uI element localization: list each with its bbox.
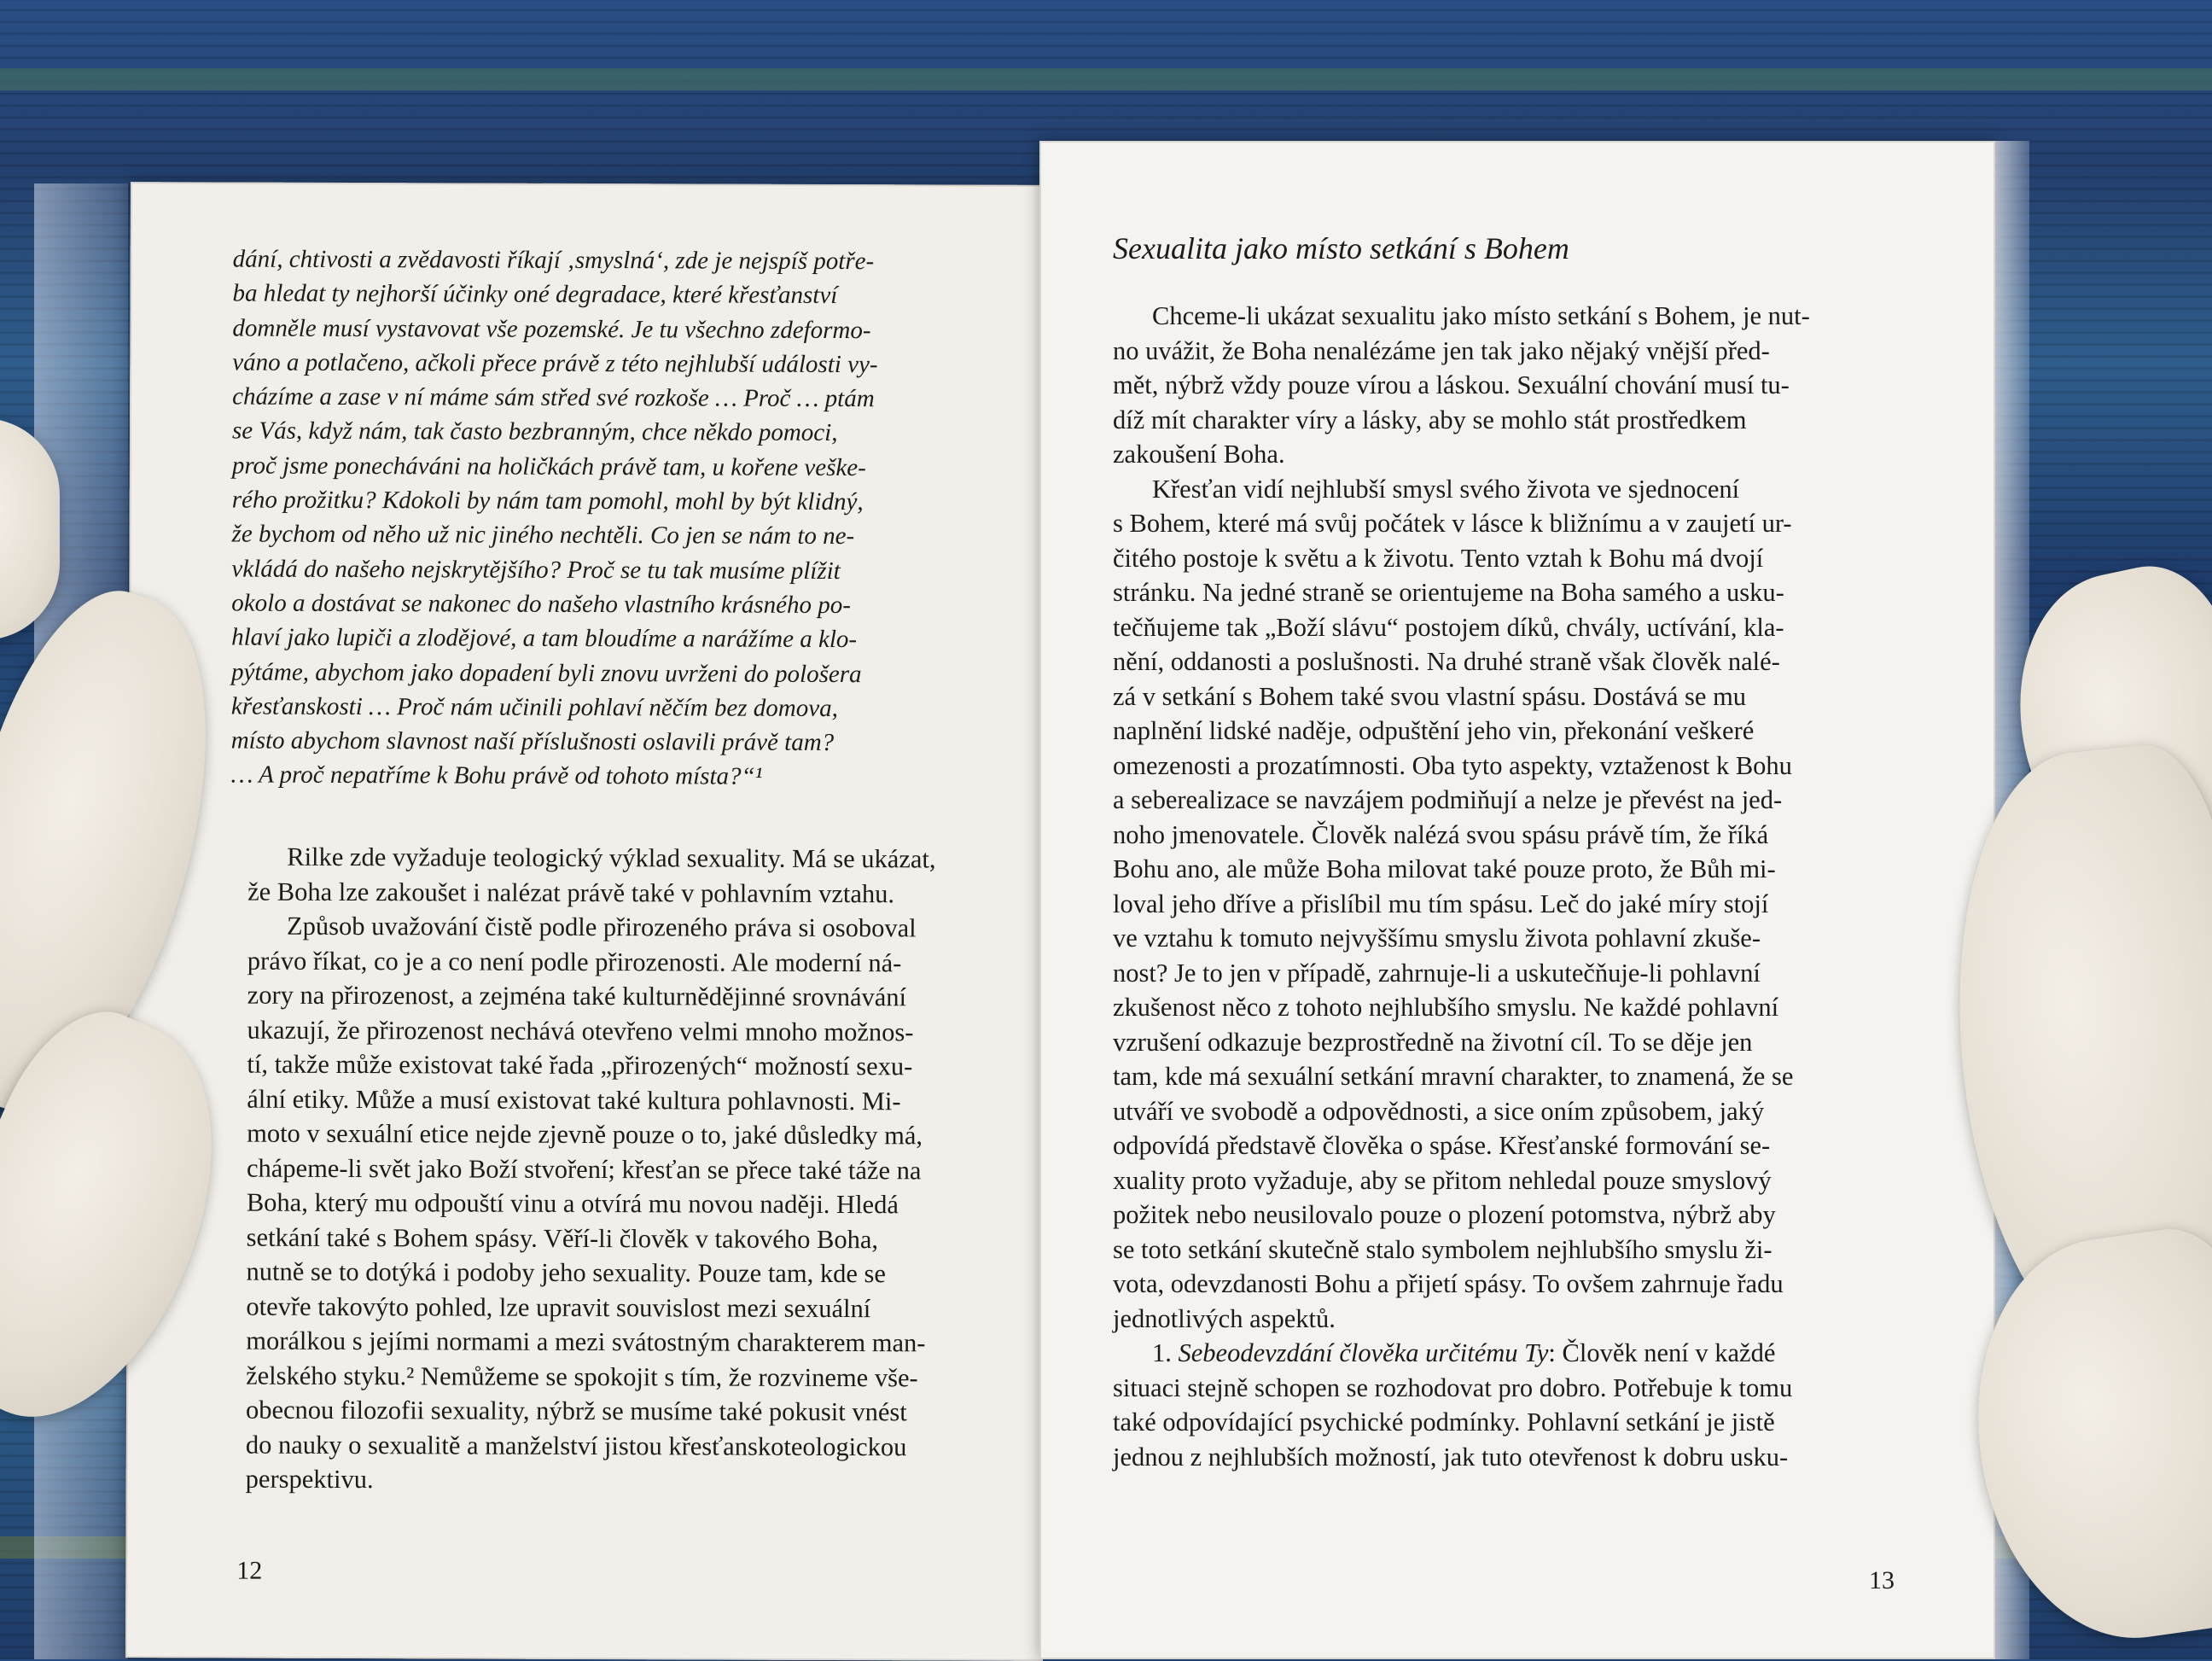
list-item-rest: : Člověk není v každé: [1548, 1338, 1776, 1367]
body-line: díž mít charakter víry a lásky, aby se mohlo stát prostředkem: [1113, 405, 1747, 434]
body-line: Boha, který mu odpouští vinu a otvírá mu novou naději. Hledá: [246, 1187, 899, 1220]
left-page: [125, 182, 1048, 1661]
quote-line: místo abychom slavnost naší příslušnosti oslavili právě tam?: [230, 726, 835, 757]
body-line: perspektivu.: [245, 1464, 374, 1495]
body-line: Způsob uvažování čistě podle přirozeného práva si osoboval: [286, 911, 917, 943]
body-line: nost? Je to jen v případě, zahrnuje-li a uskutečňuje-li pohlavní: [1113, 958, 1761, 988]
body-line: no uvážit, že Boha nenalézáme jen tak jako nějaký vnější před-: [1113, 335, 1770, 365]
quote-line: křesťanskosti … Proč nám učinili pohlaví něčím bez domova,: [230, 692, 838, 722]
body-line: s Bohem, které má svůj počátek v lásce k bližnímu a v zaujetí ur-: [1113, 509, 1792, 538]
list-item-heading: Sebeodevzdání člověka určitému Ty: [1178, 1338, 1549, 1367]
body-line: stránku. Na jedné straně se orientujeme na Boha samého a usku-: [1113, 578, 1784, 607]
body-line: požitek nebo neusilovalo pouze o plození potomstva, nýbrž aby: [1113, 1200, 1776, 1229]
quote-line: cházíme a zase v ní máme sám střed své rozkoše … Proč … ptám: [232, 382, 875, 413]
body-line: ukazují, že přirozenost nechává otevřeno velmi mnoho možnos-: [247, 1015, 914, 1046]
cloth-stripe: [0, 68, 2212, 90]
left-body-text: [246, 840, 999, 1500]
quote-line: dání, chtivosti a zvědavosti říkají ‚smyslná‘, zde je nejspíš potře-: [232, 245, 875, 276]
body-line: ve vztahu k tomuto nejvyššímu smyslu života pohlavní zkuše-: [1113, 924, 1761, 953]
body-line: moto v sexuální etice nejde zjevně pouze o to, jaké důsledky má,: [247, 1118, 923, 1151]
body-line: tam, kde má sexuální setkání mravní charakter, to znamená, že se: [1113, 1062, 1794, 1091]
body-line: želského styku.² Nemůžeme se spokojit s tím, že rozvineme vše-: [246, 1361, 918, 1392]
quote-line: rého prožitku? Kdokoli by nám tam pomohl, mohl by být klidný,: [231, 486, 864, 516]
body-line: nění, oddanosti a poslušnosti. Na druhé straně však člověk nalé-: [1113, 647, 1780, 676]
body-line: Rilke zde vyžaduje teologický výklad sexuality. Má se ukázat,: [287, 842, 936, 874]
body-line: tečňujeme tak „Boží slávu“ postojem díků, chvály, uctívání, kla-: [1113, 612, 1784, 642]
body-line: tí, takže může existovat také řada „přirozených“ možností sexu-: [247, 1049, 913, 1081]
body-line: zá v setkání s Bohem také svou vlastní spásu. Dostává se mu: [1113, 681, 1747, 711]
body-line: Bohu ano, ale může Boha milovat také pouze proto, že Bůh mi-: [1113, 854, 1776, 883]
body-line: Chceme-li ukázat sexualitu jako místo setkání s Bohem, je nut-: [1152, 301, 1810, 330]
body-line: čitého postoje k světu a k životu. Tento vztah k Bohu má dvojí: [1113, 543, 1764, 573]
body-line: zkušenost něco z tohoto nejhlubšího smyslu. Ne každé pohlavní: [1113, 993, 1779, 1022]
quote-line: okolo a dostávat se nakonec do našeho vlastního krásného po-: [231, 589, 852, 620]
right-body-text: [1113, 299, 1911, 1474]
body-line: morálkou s jejími normami a mezi svátostným charakterem man-: [246, 1326, 926, 1358]
list-item-number: 1.: [1152, 1338, 1172, 1367]
right-page: [1039, 141, 1995, 1659]
body-line: noho jmenovatele. Člověk nalézá svou spásu právě tím, že říká: [1113, 819, 1769, 849]
quote-line: vkládá do našeho nejskrytějšího? Proč se tu tak musíme plížit: [231, 555, 841, 585]
body-line: naplnění lidské naděje, odpuštění jeho vin, překonání veškeré: [1113, 716, 1755, 745]
body-line: ální etiky. Může a musí existovat také kultura pohlavnosti. Mi-: [247, 1084, 901, 1116]
body-line: otevře takovýto pohled, lze upravit souvislost mezi sexuální: [246, 1291, 871, 1323]
quote-line: pýtáme, abychom jako dopadení byli znovu uvrženi do pološera: [230, 658, 862, 688]
body-line: obecnou filozofii sexuality, nýbrž se musíme také pokusit vnést: [245, 1395, 907, 1427]
body-line: odpovídá představě člověka o spáse. Křesťanské formování se-: [1113, 1131, 1771, 1160]
quote-line: … A proč nepatříme k Bohu právě od tohoto místa?“¹: [230, 761, 763, 791]
quote-line: váno a potlačeno, ačkoli přece právě z této nejhlubší události vy-: [232, 348, 878, 379]
body-line: že Boha lze zakoušet i nalézat právě také v pohlavním vztahu.: [247, 877, 895, 908]
body-line: omezenosti a prozatímnosti. Oba tyto aspekty, vztaženost k Bohu: [1113, 750, 1792, 780]
quote-line: se Vás, když nám, tak často bezbranným, chce někdo pomoci,: [231, 417, 838, 447]
body-line: jednou z nejhlubších možností, jak tuto otevřenost k dobru usku-: [1113, 1442, 1789, 1472]
body-line: a seberealizace se navzájem podmiňují a nelze je převést na jed-: [1113, 785, 1783, 814]
list-item-line: [1113, 1336, 1911, 1371]
page-number: 12: [236, 1556, 263, 1585]
body-line: chápeme-li svět jako Boží stvoření; křesťan se přece také táže na: [246, 1153, 922, 1185]
page-number: 13: [1869, 1566, 1895, 1594]
chapter-heading: Sexualita jako místo setkání s Bohem: [1113, 231, 1569, 265]
body-line: do nauky o sexualitě a manželství jistou křesťanskoteologickou: [245, 1430, 907, 1461]
body-line: se toto setkání skutečně stalo symbolem nejhlubšího smyslu ži-: [1113, 1234, 1773, 1264]
body-line: zakoušení Boha.: [1113, 440, 1285, 469]
quote-line: domněle musí vystavovat vše pozemské. Je tu všechno zdeformo-: [232, 314, 871, 344]
body-line: zory na přirozenost, a zejména také kulturnědějinné srovnávání: [247, 980, 907, 1012]
quote-line: ba hledat ty nejhorší účinky oné degradace, které křesťanství: [232, 279, 838, 310]
quote-line: že bychom od něho už nic jiného nechtěli. Co jen se nám to ne-: [231, 520, 855, 551]
body-line: Křesťan vidí nejhlubší smysl svého života ve sjednocení: [1152, 474, 1740, 504]
body-line: xuality proto vyžaduje, aby se přitom nehledal pouze smyslový: [1113, 1165, 1772, 1195]
quote-line: proč jsme ponecháváni na holičkách právě tam, u kořene veške-: [231, 452, 866, 481]
body-line: také odpovídající psychické podmínky. Pohlavní setkání je jistě: [1113, 1407, 1775, 1437]
rilke-quote: [231, 242, 992, 796]
body-line: jednotlivých aspektů.: [1113, 1303, 1336, 1333]
body-line: mět, nýbrž vždy pouze vírou a láskou. Sexuální chování musí tu-: [1113, 370, 1790, 399]
quote-line: hlaví jako lupiči a zlodějové, a tam bloudíme a narážíme a klo-: [231, 623, 858, 654]
body-line: loval jeho dříve a přislíbil mu tím spásu. Leč do jaké míry stojí: [1113, 889, 1769, 918]
body-line: setkání také s Bohem spásy. Věří-li člověk v takového Boha,: [246, 1222, 879, 1254]
body-line: vota, odevzdanosti Bohu a přijetí spásy. To ovšem zahrnuje řadu: [1113, 1269, 1784, 1298]
body-line: vzrušení odkazuje bezprostředně na životní cíl. To se děje jen: [1113, 1027, 1753, 1057]
body-line: právo říkat, co je a co není podle přirozenosti. Ale moderní ná-: [247, 946, 902, 977]
body-line: situaci stejně schopen se rozhodovat pro dobro. Potřebuje k tomu: [1113, 1373, 1793, 1402]
body-line: nutně se to dotýká i podoby jeho sexuality. Pouze tam, kde se: [246, 1256, 886, 1289]
body-line: utváří ve svobodě a odpovědnosti, a sice oním způsobem, jaký: [1113, 1096, 1765, 1126]
